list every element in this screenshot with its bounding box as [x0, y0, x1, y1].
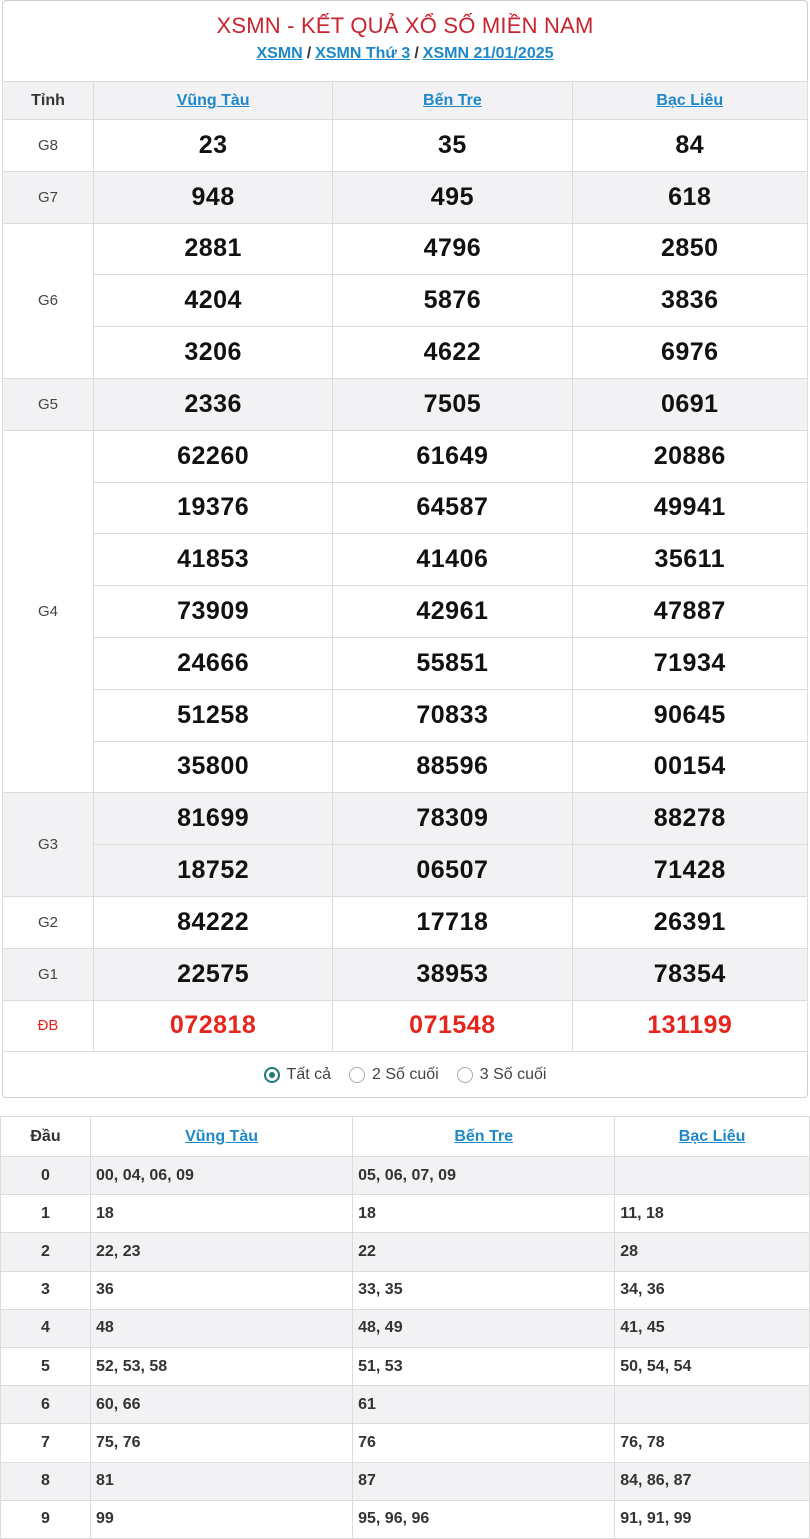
- loto-values: 99: [91, 1500, 353, 1538]
- loto-row: [1, 1462, 810, 1500]
- special-prize-number: 131199: [572, 1000, 807, 1052]
- prize-number: 4796: [333, 223, 572, 275]
- breadcrumb-date[interactable]: XSMN 21/01/2025: [422, 45, 554, 62]
- prize-label: G7: [3, 171, 94, 223]
- loto-values: [615, 1386, 810, 1424]
- filter-all[interactable]: [264, 1066, 331, 1084]
- prize-row: [3, 171, 808, 223]
- prize-number: 4622: [333, 327, 572, 379]
- loto-values: 52, 53, 58: [91, 1347, 353, 1385]
- prize-row: [3, 948, 808, 1000]
- loto-row: [1, 1309, 810, 1347]
- loto-values: 61: [353, 1386, 615, 1424]
- prize-number: 26391: [572, 896, 807, 948]
- prize-number: 6976: [572, 327, 807, 379]
- prize-number: 78309: [333, 793, 572, 845]
- prize-number: 23: [94, 120, 333, 172]
- prize-row: [3, 741, 808, 793]
- radio-selected-icon[interactable]: [264, 1067, 280, 1083]
- results-body: [3, 120, 808, 1052]
- radio-icon[interactable]: [349, 1067, 365, 1083]
- loto-head-digit: 1: [1, 1195, 91, 1233]
- loto-head-digit: 2: [1, 1233, 91, 1271]
- results-card: [2, 0, 808, 1098]
- loto-row: [1, 1500, 810, 1538]
- prize-number: 24666: [94, 637, 333, 689]
- prize-number: 35611: [572, 534, 807, 586]
- prize-label: G1: [3, 948, 94, 1000]
- loto-values: 28: [615, 1233, 810, 1271]
- prize-row: [3, 223, 808, 275]
- loto-row: [1, 1195, 810, 1233]
- loto-values: 48, 49: [353, 1309, 615, 1347]
- loto-values: 51, 53: [353, 1347, 615, 1385]
- digit-filter: [3, 1053, 807, 1097]
- loto-values: 18: [353, 1195, 615, 1233]
- prize-row: [3, 327, 808, 379]
- loto-head-table: [0, 1116, 810, 1539]
- breadcrumb: [3, 45, 807, 63]
- prize-label: G2: [3, 896, 94, 948]
- loto-values: 76, 78: [615, 1424, 810, 1462]
- loto-header-vung-tau[interactable]: Vũng Tàu: [91, 1117, 353, 1157]
- special-prize-number: 071548: [333, 1000, 572, 1052]
- loto-values: 18: [91, 1195, 353, 1233]
- radio-icon[interactable]: [457, 1067, 473, 1083]
- loto-values: 60, 66: [91, 1386, 353, 1424]
- prize-number: 61649: [333, 430, 572, 482]
- prize-label: G4: [3, 430, 94, 793]
- prize-number: 35800: [94, 741, 333, 793]
- prize-number: 3206: [94, 327, 333, 379]
- loto-head-digit: 7: [1, 1424, 91, 1462]
- prize-number: 22575: [94, 948, 333, 1000]
- prize-row: [3, 793, 808, 845]
- loto-values: 41, 45: [615, 1309, 810, 1347]
- prize-number: 35: [333, 120, 572, 172]
- loto-row: [1, 1424, 810, 1462]
- filter-last-2[interactable]: [349, 1066, 439, 1084]
- results-table: [2, 81, 808, 1052]
- prize-number: 2336: [94, 378, 333, 430]
- results-header: [3, 1, 807, 81]
- prize-label: G3: [3, 793, 94, 897]
- special-prize-number: 072818: [94, 1000, 333, 1052]
- page-title: XSMN - KẾT QUẢ XỔ SỐ MIỀN NAM: [216, 13, 594, 38]
- prize-number: 90645: [572, 689, 807, 741]
- prize-row: [3, 896, 808, 948]
- prize-number: 495: [333, 171, 572, 223]
- prize-number: 41406: [333, 534, 572, 586]
- prize-number: 0691: [572, 378, 807, 430]
- prize-row: [3, 275, 808, 327]
- prize-number: 70833: [333, 689, 572, 741]
- loto-values: 05, 06, 07, 09: [353, 1157, 615, 1195]
- prize-number: 19376: [94, 482, 333, 534]
- loto-values: 48: [91, 1309, 353, 1347]
- loto-values: 95, 96, 96: [353, 1500, 615, 1538]
- filter-label: 2 Số cuối: [372, 1066, 439, 1083]
- prize-row: [3, 430, 808, 482]
- loto-head-digit: 5: [1, 1347, 91, 1385]
- prize-number: 38953: [333, 948, 572, 1000]
- prize-number: 88278: [572, 793, 807, 845]
- prize-number: 2881: [94, 223, 333, 275]
- loto-header-row: [1, 1117, 810, 1157]
- loto-values: 11, 18: [615, 1195, 810, 1233]
- prize-number: 81699: [94, 793, 333, 845]
- loto-values: 22, 23: [91, 1233, 353, 1271]
- loto-head-digit: 4: [1, 1309, 91, 1347]
- prize-row: [3, 637, 808, 689]
- loto-values: 34, 36: [615, 1271, 810, 1309]
- loto-body: [1, 1157, 810, 1539]
- prize-number: 5876: [333, 275, 572, 327]
- breadcrumb-separator: /: [414, 45, 419, 62]
- prize-number: 62260: [94, 430, 333, 482]
- prize-row: [3, 120, 808, 172]
- loto-values: 36: [91, 1271, 353, 1309]
- prize-number: 17718: [333, 896, 572, 948]
- loto-values: 76: [353, 1424, 615, 1462]
- prize-row: [3, 378, 808, 430]
- prize-number: 49941: [572, 482, 807, 534]
- column-header-bac-lieu[interactable]: Bạc Liêu: [572, 82, 807, 120]
- column-header-vung-tau[interactable]: Vũng Tàu: [94, 82, 333, 120]
- prize-label: ĐB: [3, 1000, 94, 1052]
- prize-number: 71428: [572, 845, 807, 897]
- loto-values: 84, 86, 87: [615, 1462, 810, 1500]
- prize-row: [3, 586, 808, 638]
- prize-number: 18752: [94, 845, 333, 897]
- prize-number: 41853: [94, 534, 333, 586]
- prize-number: 06507: [333, 845, 572, 897]
- prize-row: [3, 534, 808, 586]
- loto-head-digit: 3: [1, 1271, 91, 1309]
- filter-last-3[interactable]: [457, 1066, 547, 1084]
- column-header-ben-tre[interactable]: Bến Tre: [333, 82, 572, 120]
- filter-label: Tất cả: [286, 1066, 332, 1083]
- loto-header-bac-lieu[interactable]: Bạc Liêu: [615, 1117, 810, 1157]
- prize-number: 88596: [333, 741, 572, 793]
- loto-values: 91, 91, 99: [615, 1500, 810, 1538]
- prize-number: 2850: [572, 223, 807, 275]
- loto-values: 50, 54, 54: [615, 1347, 810, 1385]
- breadcrumb-separator: /: [306, 45, 312, 62]
- prize-number: 47887: [572, 586, 807, 638]
- loto-row: [1, 1347, 810, 1385]
- prize-number: 4204: [94, 275, 333, 327]
- loto-row: [1, 1157, 810, 1195]
- column-header-province-label: Tỉnh: [3, 82, 94, 120]
- prize-number: 3836: [572, 275, 807, 327]
- prize-row: [3, 1000, 808, 1052]
- breadcrumb-xsmn[interactable]: XSMN: [256, 45, 303, 62]
- column-header-dau: Đầu: [1, 1117, 91, 1157]
- prize-number: 71934: [572, 637, 807, 689]
- prize-number: 64587: [333, 482, 572, 534]
- loto-row: [1, 1386, 810, 1424]
- prize-row: [3, 845, 808, 897]
- prize-label: G5: [3, 378, 94, 430]
- loto-row: [1, 1271, 810, 1309]
- loto-header-ben-tre[interactable]: Bến Tre: [353, 1117, 615, 1157]
- prize-number: 618: [572, 171, 807, 223]
- loto-values: 75, 76: [91, 1424, 353, 1462]
- prize-number: 73909: [94, 586, 333, 638]
- filter-label: 3 Số cuối: [479, 1066, 547, 1083]
- prize-number: 51258: [94, 689, 333, 741]
- results-header-row: [3, 82, 808, 120]
- loto-values: [615, 1157, 810, 1195]
- loto-head-digit: 8: [1, 1462, 91, 1500]
- prize-row: [3, 482, 808, 534]
- breadcrumb-weekday[interactable]: XSMN Thứ 3: [315, 45, 411, 62]
- prize-number: 55851: [333, 637, 572, 689]
- prize-number: 7505: [333, 378, 572, 430]
- loto-values: 87: [353, 1462, 615, 1500]
- prize-number: 78354: [572, 948, 807, 1000]
- prize-label: G8: [3, 120, 94, 172]
- prize-number: 84: [572, 120, 807, 172]
- loto-head-digit: 9: [1, 1500, 91, 1538]
- prize-number: 00154: [572, 741, 807, 793]
- loto-head-digit: 6: [1, 1386, 91, 1424]
- prize-number: 948: [94, 171, 333, 223]
- prize-number: 84222: [94, 896, 333, 948]
- prize-label: G6: [3, 223, 94, 378]
- loto-values: 22: [353, 1233, 615, 1271]
- prize-number: 20886: [572, 430, 807, 482]
- loto-values: 00, 04, 06, 09: [91, 1157, 353, 1195]
- loto-values: 33, 35: [353, 1271, 615, 1309]
- loto-values: 81: [91, 1462, 353, 1500]
- loto-head-digit: 0: [1, 1157, 91, 1195]
- loto-row: [1, 1233, 810, 1271]
- prize-number: 42961: [333, 586, 572, 638]
- prize-row: [3, 689, 808, 741]
